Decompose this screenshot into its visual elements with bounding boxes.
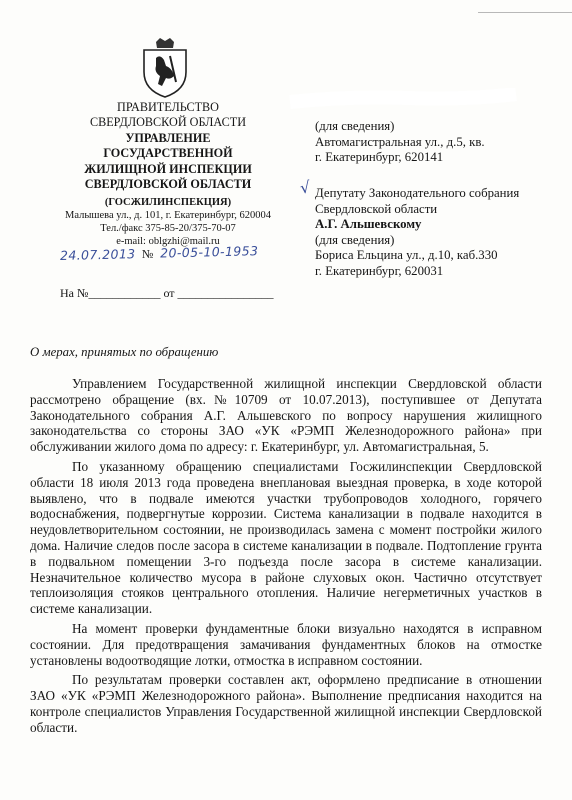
crown-icon xyxy=(156,38,174,48)
body-paragraph-3: На момент проверки фундаментные блоки визуально находятся в исправном состоянии. Для предотвращения замачивания фундаментных блоков на отмостке установлены водоотводящие лотки, отмостка в исправном состоянии. xyxy=(30,620,542,668)
sender-email: e-mail: oblgzhi@mail.ru xyxy=(116,236,220,248)
recipient-2-line-4: (для сведения) xyxy=(315,232,395,247)
sender-phone: Тел./факс 375-85-20/375-70-07 xyxy=(100,223,236,235)
number-sign: № xyxy=(141,246,154,261)
body-paragraph-2: По указанному обращению специалистами Госжилинспекции Свердловской области 18 июля 2013 года проведена внеплановая выездная проверка, в ходе которой выявлено, что в подвале имеются участки трубопроводов холодного, горячего водоснабжения, подвергнутые коррозии. Система канализации в подвале находится в неудовлетворительном состоянии, не производилась замена с момент постройки жилого дома. Наличие следов после засора в системе канализации в подвале. Подтопление грунта в подвальном помещении 3-го подъезда после засора в системе канализации. Незначительное количество мусора в районе слуховых окон. Частично отсутствует теплоизоляция стояков центрального отопления. Наличие негерметичных участков в системе канализации. xyxy=(30,458,542,617)
dept-line-2: ГОСУДАРСТВЕННОЙ xyxy=(103,146,233,161)
org-line-1: ПРАВИТЕЛЬСТВО xyxy=(117,100,219,114)
recipient-1-line-3: г. Екатеринбург, 620141 xyxy=(315,150,444,165)
recipient-2-name: А.Г. Альшевскому xyxy=(315,217,422,232)
recipient-1-line-1: (для сведения) xyxy=(315,119,395,133)
registration-line xyxy=(60,243,259,264)
reference-line: На №____________ от ________________ xyxy=(60,286,274,300)
recipient-1 xyxy=(315,119,485,166)
dept-line-1: УПРАВЛЕНИЕ xyxy=(125,130,211,145)
check-mark-icon: √ xyxy=(298,177,312,198)
recipient-1-line-2: Автомагистральная ул., д.5, кв. xyxy=(315,134,485,149)
letter-subject: О мерах, принятых по обращению xyxy=(30,345,219,359)
registration-number: 20-05-10-1953 xyxy=(159,243,259,261)
redaction-stroke xyxy=(288,88,518,110)
registration-date: 24.07.2013 xyxy=(59,246,136,263)
sender-address: Малышева ул., д. 101, г. Екатеринбург, 620004 xyxy=(65,210,271,222)
sender-block xyxy=(54,100,282,249)
recipient-2-line-6: г. Екатеринбург, 620031 xyxy=(315,263,444,278)
recipient-2-line-2: Свердловской области xyxy=(315,201,438,216)
body-paragraph-1: Управлением Государственной жилищной инспекции Свердловской области рассмотрено обращение (вх.№10709 от 10.07.2013), поступившее от Депутата Законодательного собрания А.Г. Альшевского по вопросу нарушения жилищного законодательства со стороны ЗАО «УК «РЭМП Железнодорожного района» при обслуживании жилого дома по адресу: г. Екатеринбург, ул. Автомагистральная, 5. xyxy=(30,376,542,455)
body-paragraph-4: По результатам проверки составлен акт, оформлено предписание в отношении ЗАО «УК «РЭМП Железнодорожного района». Выполнение предписания находится на контроле специалистов Управления Государственной жилищной инспекции Свердловской области. xyxy=(30,672,542,735)
page-edge-line xyxy=(478,0,572,13)
dept-line-3: ЖИЛИЩНОЙ ИНСПЕКЦИИ xyxy=(84,161,252,176)
letter-body xyxy=(30,376,542,740)
recipient-2 xyxy=(315,186,519,280)
dept-line-4: СВЕРДЛОВСКОЙ ОБЛАСТИ xyxy=(84,177,252,192)
coat-of-arms-emblem xyxy=(136,38,194,98)
dept-short-name: (ГОСЖИЛИНСПЕКЦИЯ) xyxy=(104,197,232,209)
org-line-2: СВЕРДЛОВСКОЙ ОБЛАСТИ xyxy=(89,115,246,130)
recipient-2-line-5: Бориса Ельцина ул., д.10, каб.330 xyxy=(315,248,498,263)
recipient-2-line-1: Депутату Законодательного собрания xyxy=(315,186,520,200)
